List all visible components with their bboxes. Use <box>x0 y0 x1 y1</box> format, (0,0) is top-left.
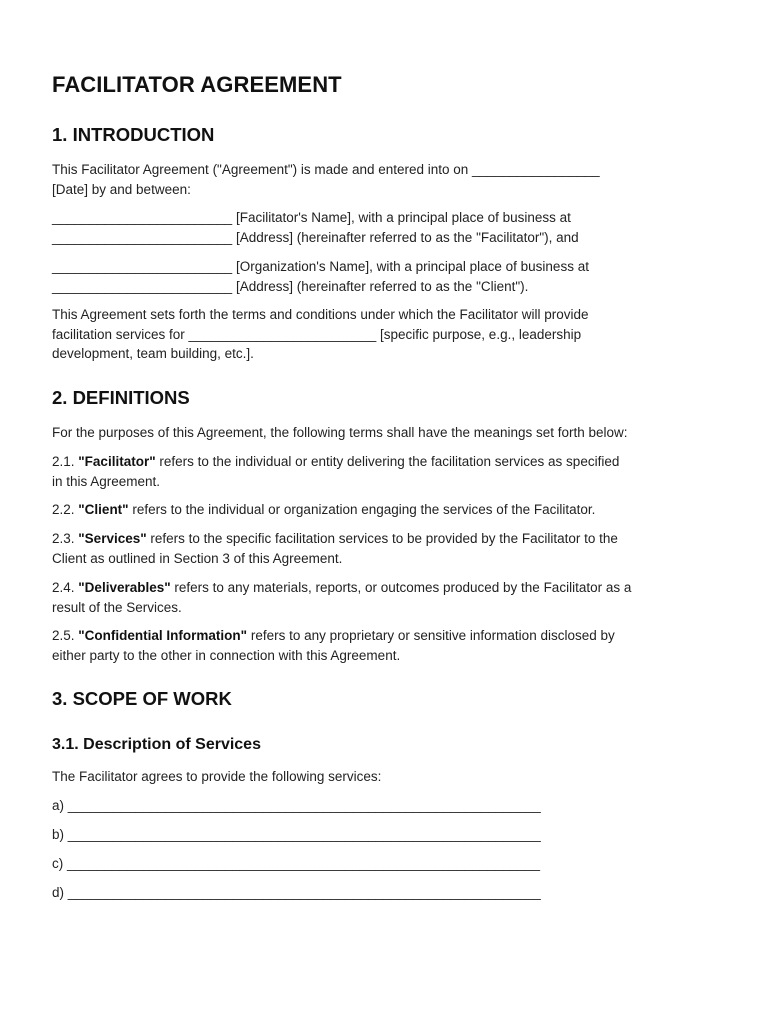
definition-text-continued: in this Agreement. <box>52 473 161 489</box>
definition-text: refers to any materials, reports, or outcomes produced by the Facilitator as a <box>170 580 632 595</box>
definition-text: refers to the individual or entity delivering the facilitation services as specified <box>155 454 620 469</box>
intro-line-1: This Facilitator Agreement ("Agreement") is made and entered into on _________________ <box>52 162 600 177</box>
facilitator-party-paragraph <box>52 208 732 247</box>
client-party-paragraph <box>52 257 732 296</box>
facilitator-address-line: ________________________ [Address] (hereinafter referred to as the "Facilitator"), and <box>52 229 579 245</box>
definition-item <box>52 452 732 491</box>
definition-text-continued: result of the Services. <box>52 599 182 615</box>
definition-item <box>52 500 732 520</box>
definition-number: 2.3. <box>52 531 79 546</box>
section-heading-introduction: 1. INTRODUCTION <box>52 124 215 145</box>
purpose-line-2: facilitation services for _________________________ [specific purpose, e.g., leadership <box>52 326 582 342</box>
definition-number: 2.2. <box>52 502 79 517</box>
definitions-intro: For the purposes of this Agreement, the following terms shall have the meanings set forth below: <box>52 425 628 440</box>
definition-item <box>52 626 732 665</box>
definition-term: "Confidential Information" <box>78 628 248 643</box>
purpose-line-3: development, team building, etc.]. <box>52 346 254 361</box>
facilitator-name-line: ________________________ [Facilitator's Name], with a principal place of business at <box>52 210 571 225</box>
definition-number: 2.4. <box>52 580 79 595</box>
definition-number: 2.5. <box>52 628 79 643</box>
definition-item <box>52 578 732 617</box>
section-heading-scope-of-work: 3. SCOPE OF WORK <box>52 688 232 709</box>
services-intro: The Facilitator agrees to provide the following services: <box>52 769 382 784</box>
client-address-line: ________________________ [Address] (hereinafter referred to as the "Client"). <box>52 278 529 294</box>
service-blank-line: d) _______________________________________________________________ <box>52 885 541 900</box>
definition-term: "Client" <box>78 502 129 517</box>
intro-line-2: [Date] by and between: <box>52 181 191 197</box>
document-title: FACILITATOR AGREEMENT <box>52 72 342 97</box>
definition-text-continued: either party to the other in connection with this Agreement. <box>52 647 401 663</box>
definition-term: "Facilitator" <box>78 454 156 469</box>
definition-text: refers to the individual or organization engaging the services of the Facilitator. <box>128 502 596 517</box>
purpose-line-1: This Agreement sets forth the terms and conditions under which the Facilitator will provide <box>52 307 589 322</box>
definition-text: refers to any proprietary or sensitive information disclosed by <box>247 628 615 643</box>
client-name-line: ________________________ [Organization's Name], with a principal place of business at <box>52 259 589 274</box>
section-heading-definitions: 2. DEFINITIONS <box>52 387 190 408</box>
subsection-heading-description-of-services: 3.1. Description of Services <box>52 736 261 753</box>
definition-text-continued: Client as outlined in Section 3 of this Agreement. <box>52 550 343 566</box>
purpose-paragraph <box>52 305 732 364</box>
definition-number: 2.1. <box>52 454 79 469</box>
service-blank-line: a) _______________________________________________________________ <box>52 798 541 813</box>
intro-paragraph <box>52 160 732 199</box>
definition-item <box>52 529 732 568</box>
definition-term: "Services" <box>78 531 147 546</box>
definition-term: "Deliverables" <box>78 580 171 595</box>
definition-text: refers to the specific facilitation services to be provided by the Facilitator to the <box>146 531 618 546</box>
service-blank-line: c) _______________________________________________________________ <box>52 856 541 871</box>
service-blank-line: b) _______________________________________________________________ <box>52 827 541 842</box>
